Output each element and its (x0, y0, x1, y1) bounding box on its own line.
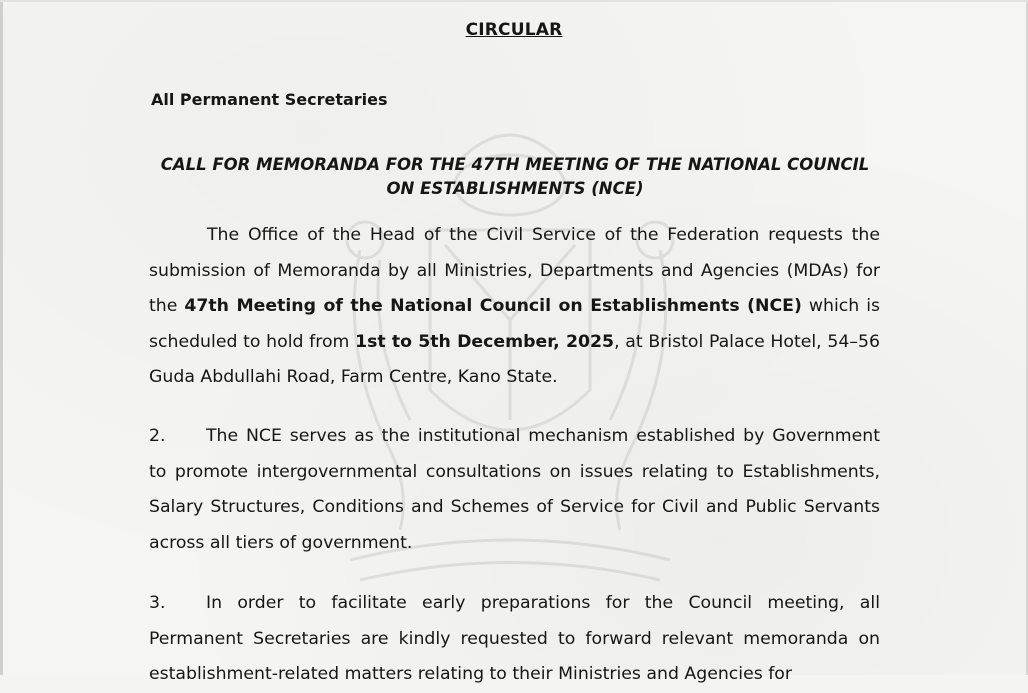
page-edge-left (0, 0, 3, 675)
subject-line-1: CALL FOR MEMORANDA FOR THE 47TH MEETING OF THE NATIONAL COUNCIL (160, 155, 870, 174)
paragraph-1-text-c: , at Bristol Palace Hotel, 54–56 Guda Abdullahi Road, Farm Centre, Kano State. (149, 331, 880, 387)
paragraph-1-text-b: which is scheduled to hold from (149, 296, 880, 352)
circular-heading: CIRCULAR (465, 20, 563, 40)
paragraph-1-text-a: The Office of the Head of the Civil Service of the Federation requests the submission of Memoranda by all Ministries, Departments and Agencies (MDAs) for the (149, 225, 880, 316)
paragraph-1 (149, 218, 880, 396)
paragraph-1-meeting-dates: 1st to 5th December, 2025 (355, 331, 615, 352)
page-edge-top (0, 0, 1028, 2)
addressee-line: All Permanent Secretaries (151, 90, 388, 109)
paragraph-1-meeting-name: 47th Meeting of the National Council on Establishments (NCE) (184, 296, 802, 316)
subject-line-2: ON ESTABLISHMENTS (NCE) (386, 179, 644, 198)
paragraph-2-text: The NCE serves as the institutional mechanism established by Government to promote intergovernmental consultations on issues relating to Establishments, Salary Structures, Conditions and Schemes of Service for Civil and Public Servants across all tiers of government. (149, 426, 880, 553)
paragraph-2-number: 2. (149, 426, 166, 446)
paragraph-2 (149, 419, 880, 561)
paragraph-3 (149, 586, 880, 693)
subject-heading (150, 153, 880, 201)
paragraph-3-text: In order to facilitate early preparations for the Council meeting, all Permanent Secretaries are kindly requested to forward relevant memoranda on establishment-related matters relating to their Ministries and Agencies for (149, 593, 880, 684)
paragraph-3-number: 3. (149, 593, 166, 613)
